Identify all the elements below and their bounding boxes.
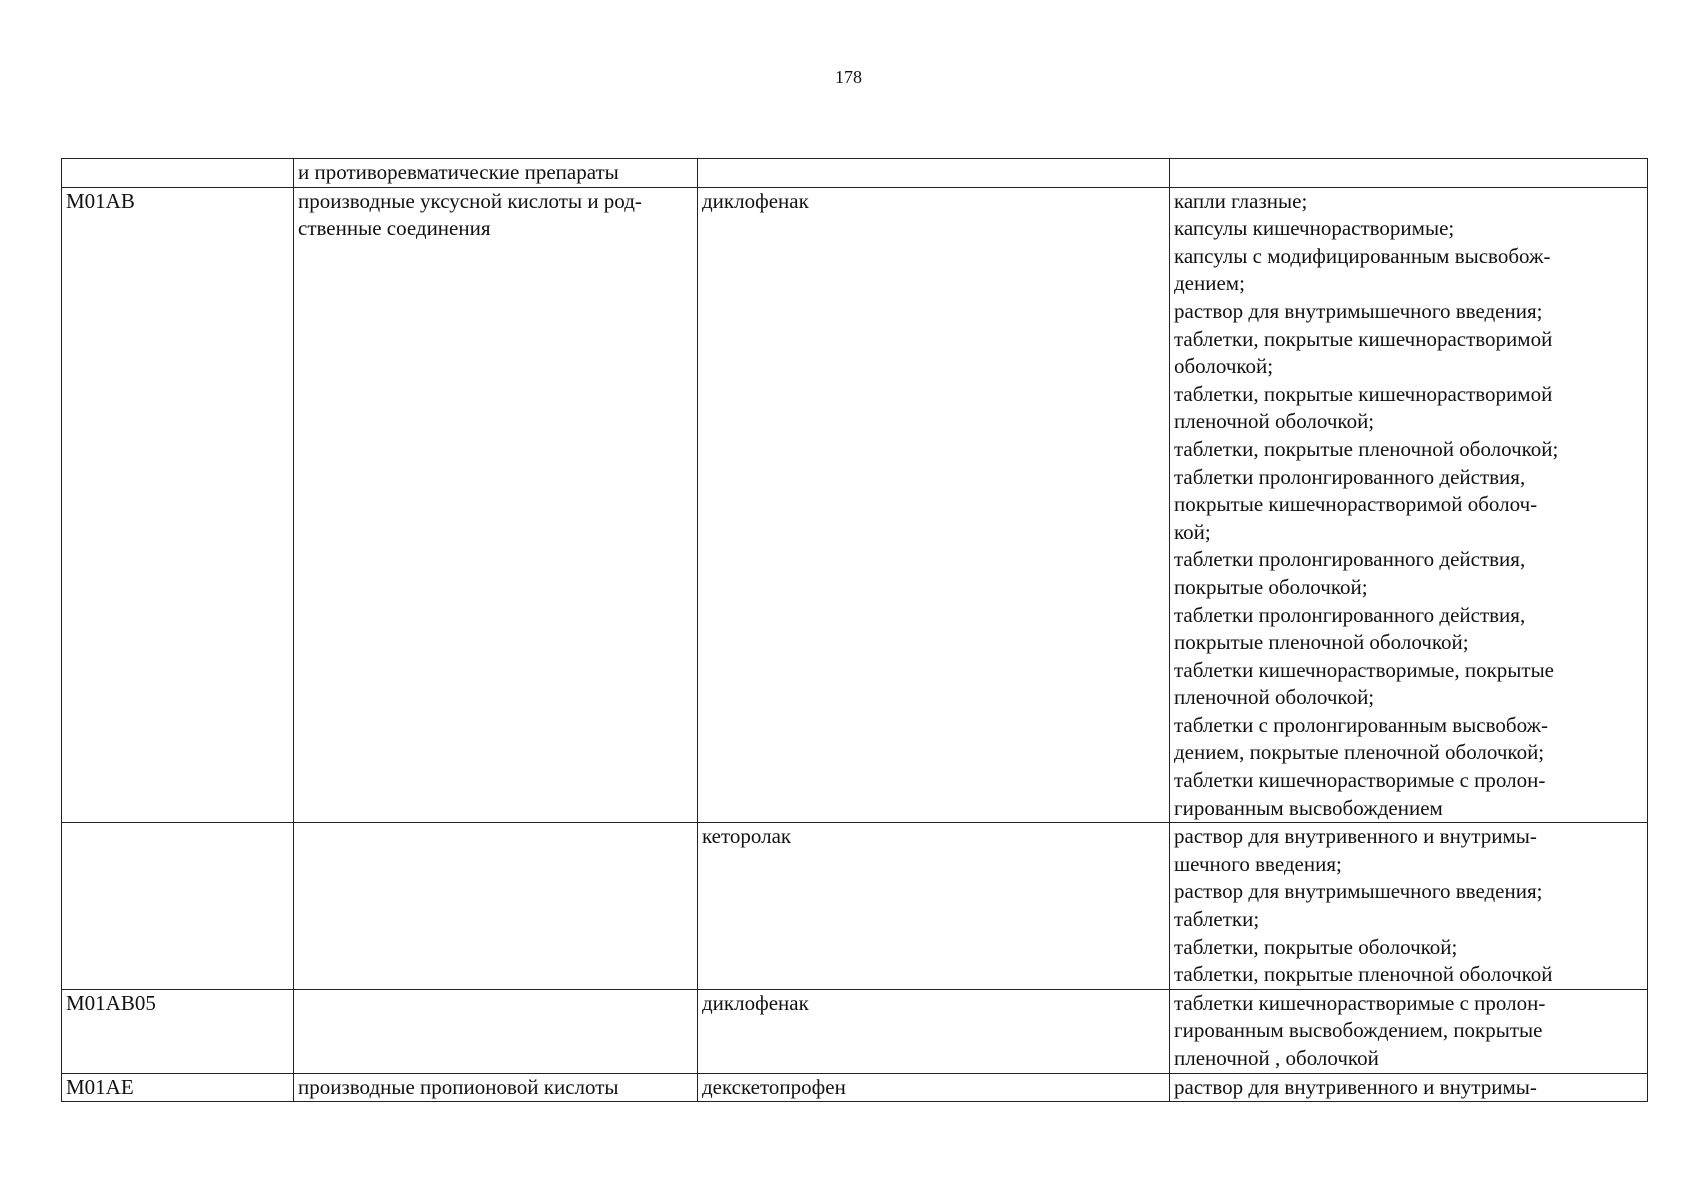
dosage-form-line: покрытые пленочной оболочкой; <box>1174 630 1469 655</box>
atc-code: M01AB <box>66 188 135 213</box>
drug-name: диклофенак <box>702 188 809 213</box>
dosage-form-line: таблетки кишечнорастворимые, покрытые <box>1174 657 1554 682</box>
dosage-form-line: пленочной оболочкой; <box>1174 685 1375 710</box>
dosage-form-line: раствор для внутримышечного введения; <box>1174 298 1543 323</box>
dosage-form-line: пленочной , оболочкой <box>1174 1046 1379 1070</box>
dosage-form-line: таблетки с пролонгированным высвобож- <box>1174 712 1549 737</box>
table-row <box>62 159 1648 188</box>
dosage-form-line: таблетки; <box>1174 907 1260 932</box>
atc-code-cell <box>62 1073 294 1102</box>
drug-name: кеторолак <box>702 824 792 849</box>
page-number: 178 <box>835 67 862 87</box>
dosage-form-line: капсулы кишечнорастворимые; <box>1174 216 1455 241</box>
dosage-form-line: капли глазные; <box>1174 188 1308 213</box>
dosage-form-line: таблетки кишечнорастворимые с пролон- <box>1174 990 1546 1015</box>
dosage-form-line: таблетки пролонгированного действия, <box>1174 464 1526 489</box>
atc-code-cell <box>62 159 294 188</box>
atc-code: M01AE <box>66 1074 134 1099</box>
dosage-forms-cell <box>1170 989 1648 1073</box>
dosage-form-line: покрытые кишечнорастворимой оболоч- <box>1174 492 1538 517</box>
dosage-form-line: кой; <box>1174 519 1211 544</box>
dosage-form-line: гированным высвобождением <box>1174 795 1443 820</box>
atc-code-cell <box>62 989 294 1073</box>
group-line: и противоревматические препараты <box>298 160 619 184</box>
dosage-form-line: таблетки, покрытые оболочкой; <box>1174 934 1458 959</box>
drug-name-cell <box>698 187 1170 823</box>
dosage-form-line: таблетки, покрытые пленочной оболочкой; <box>1174 436 1559 461</box>
dosage-form-line: дением, покрытые пленочной оболочкой; <box>1174 740 1545 765</box>
dosage-form-line: гированным высвобождением, покрытые <box>1174 1018 1543 1043</box>
drug-classification-table <box>61 158 1648 1102</box>
dosage-form-line: таблетки пролонгированного действия, <box>1174 602 1526 627</box>
table-row <box>62 823 1648 990</box>
drug-name-cell <box>698 159 1170 188</box>
drug-name-cell <box>698 1073 1170 1102</box>
dosage-form-line: таблетки, покрытые кишечнорастворимой <box>1174 326 1553 351</box>
dosage-form-line: таблетки, покрытые пленочной оболочкой <box>1174 962 1553 987</box>
dosage-form-line: таблетки, покрытые кишечнорастворимой <box>1174 381 1553 406</box>
dosage-forms-cell <box>1170 187 1648 823</box>
drug-name-cell <box>698 823 1170 990</box>
dosage-form-line: дением; <box>1174 271 1245 296</box>
dosage-forms-cell <box>1170 1073 1648 1102</box>
dosage-form-line: капсулы с модифицированным высвобож- <box>1174 243 1551 268</box>
dosage-form-line: таблетки кишечнорастворимые с пролон- <box>1174 768 1546 793</box>
table-body <box>62 159 1648 1102</box>
dosage-form-line: оболочкой; <box>1174 354 1274 379</box>
table-row <box>62 1073 1648 1102</box>
dosage-form-line: шечного введения; <box>1174 851 1342 876</box>
atc-code-cell <box>62 187 294 823</box>
group-line: производные пропионовой кислоты <box>298 1074 619 1099</box>
dosage-forms-cell <box>1170 823 1648 990</box>
dosage-form-line: раствор для внутримышечного введения; <box>1174 879 1543 904</box>
table-row <box>62 989 1648 1073</box>
anatomical-therapeutic-group-cell <box>294 989 698 1073</box>
anatomical-therapeutic-group-cell <box>294 187 698 823</box>
drug-name-cell <box>698 989 1170 1073</box>
dosage-form-line: пленочной оболочкой; <box>1174 409 1375 434</box>
group-line: производные уксусной кислоты и род- <box>298 188 642 213</box>
dosage-forms-cell <box>1170 159 1648 188</box>
atc-code: M01AB05 <box>66 990 156 1015</box>
dosage-form-line: раствор для внутривенного и внутримы- <box>1174 1074 1537 1099</box>
dosage-form-line: таблетки пролонгированного действия, <box>1174 547 1526 572</box>
dosage-form-line: раствор для внутривенного и внутримы- <box>1174 824 1537 849</box>
anatomical-therapeutic-group-cell <box>294 159 698 188</box>
anatomical-therapeutic-group-cell <box>294 823 698 990</box>
anatomical-therapeutic-group-cell <box>294 1073 698 1102</box>
dosage-form-line: покрытые оболочкой; <box>1174 574 1368 599</box>
atc-code-cell <box>62 823 294 990</box>
drug-name: диклофенак <box>702 990 809 1015</box>
drug-name: декскетопрофен <box>702 1074 846 1099</box>
group-line: ственные соединения <box>298 216 491 241</box>
table-row <box>62 187 1648 823</box>
